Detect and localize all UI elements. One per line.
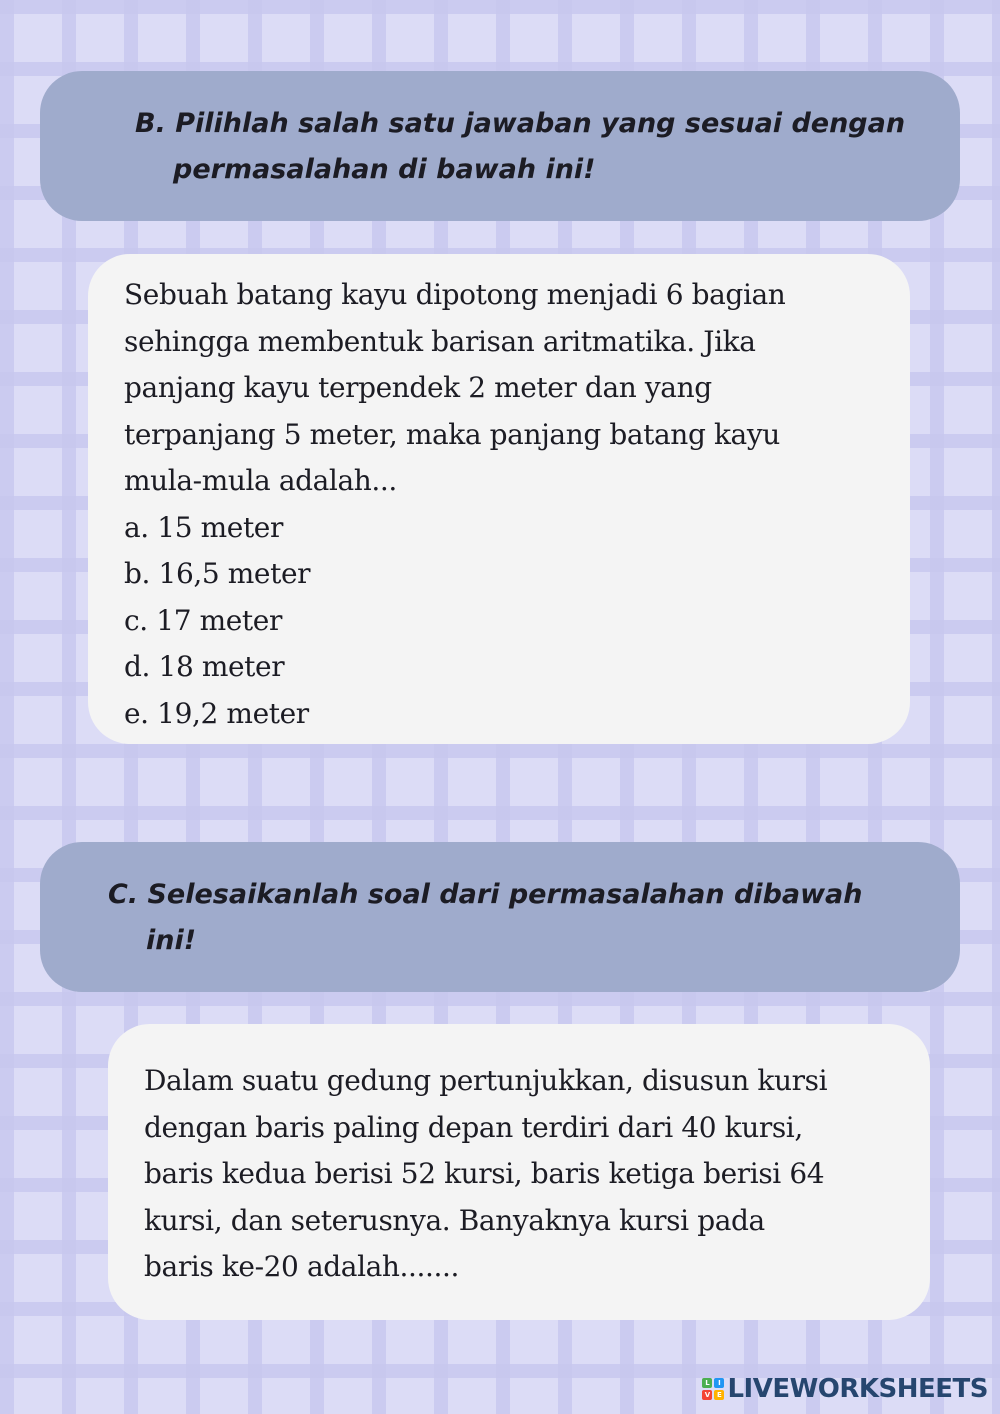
question-b-line: mula-mula adalah... bbox=[124, 464, 397, 497]
question-b-line: terpanjang 5 meter, maka panjang batang kayu bbox=[124, 417, 780, 451]
answer-option-a: a. 15 meter bbox=[124, 510, 283, 544]
section-c-header bbox=[40, 842, 960, 992]
brand-wordmark: LIVEWORKSHEETS bbox=[727, 1374, 988, 1404]
question-b-line: Sebuah batang kayu dipotong menjadi 6 bagian bbox=[124, 278, 786, 311]
logo-tile-l: L bbox=[702, 1378, 712, 1388]
logo-tile-e: E bbox=[714, 1390, 724, 1400]
section-c-question-card bbox=[108, 1024, 930, 1320]
liveworksheets-brand bbox=[702, 1374, 988, 1404]
logo-tile-v: V bbox=[702, 1390, 712, 1400]
question-c-line: baris kedua berisi 52 kursi, baris ketiga berisi 64 bbox=[144, 1157, 825, 1190]
question-c-line: kursi, dan seterusnya. Banyaknya kursi pada bbox=[144, 1203, 765, 1237]
section-c-instruction-line-1: C. Selesaikanlah soal dari permasalahan dibawah bbox=[108, 879, 863, 910]
answer-option-c: c. 17 meter bbox=[124, 603, 282, 637]
section-b-instruction-line-1: B. Pilihlah salah satu jawaban yang sesuai dengan bbox=[135, 108, 906, 139]
answer-option-d: d. 18 meter bbox=[124, 650, 285, 683]
question-b-line: sehingga membentuk barisan aritmatika. Jika bbox=[124, 324, 756, 358]
question-c-line: baris ke-20 adalah....... bbox=[144, 1250, 460, 1283]
section-b-instruction-line-2: permasalahan di bawah ini! bbox=[173, 154, 596, 185]
answer-option-e: e. 19,2 meter bbox=[124, 696, 309, 730]
question-c-line: Dalam suatu gedung pertunjukkan, disusun kursi bbox=[144, 1064, 828, 1097]
question-c-line: dengan baris paling depan terdiri dari 40 kursi, bbox=[144, 1110, 803, 1144]
section-c-instruction-line-2: ini! bbox=[146, 925, 197, 956]
liveworksheets-logo-icon bbox=[702, 1378, 724, 1400]
section-b-header bbox=[40, 71, 960, 221]
question-b-line: panjang kayu terpendek 2 meter dan yang bbox=[124, 371, 712, 404]
logo-tile-i: I bbox=[714, 1378, 724, 1388]
answer-option-b: b. 16,5 meter bbox=[124, 557, 311, 590]
section-b-question-card bbox=[88, 254, 910, 744]
